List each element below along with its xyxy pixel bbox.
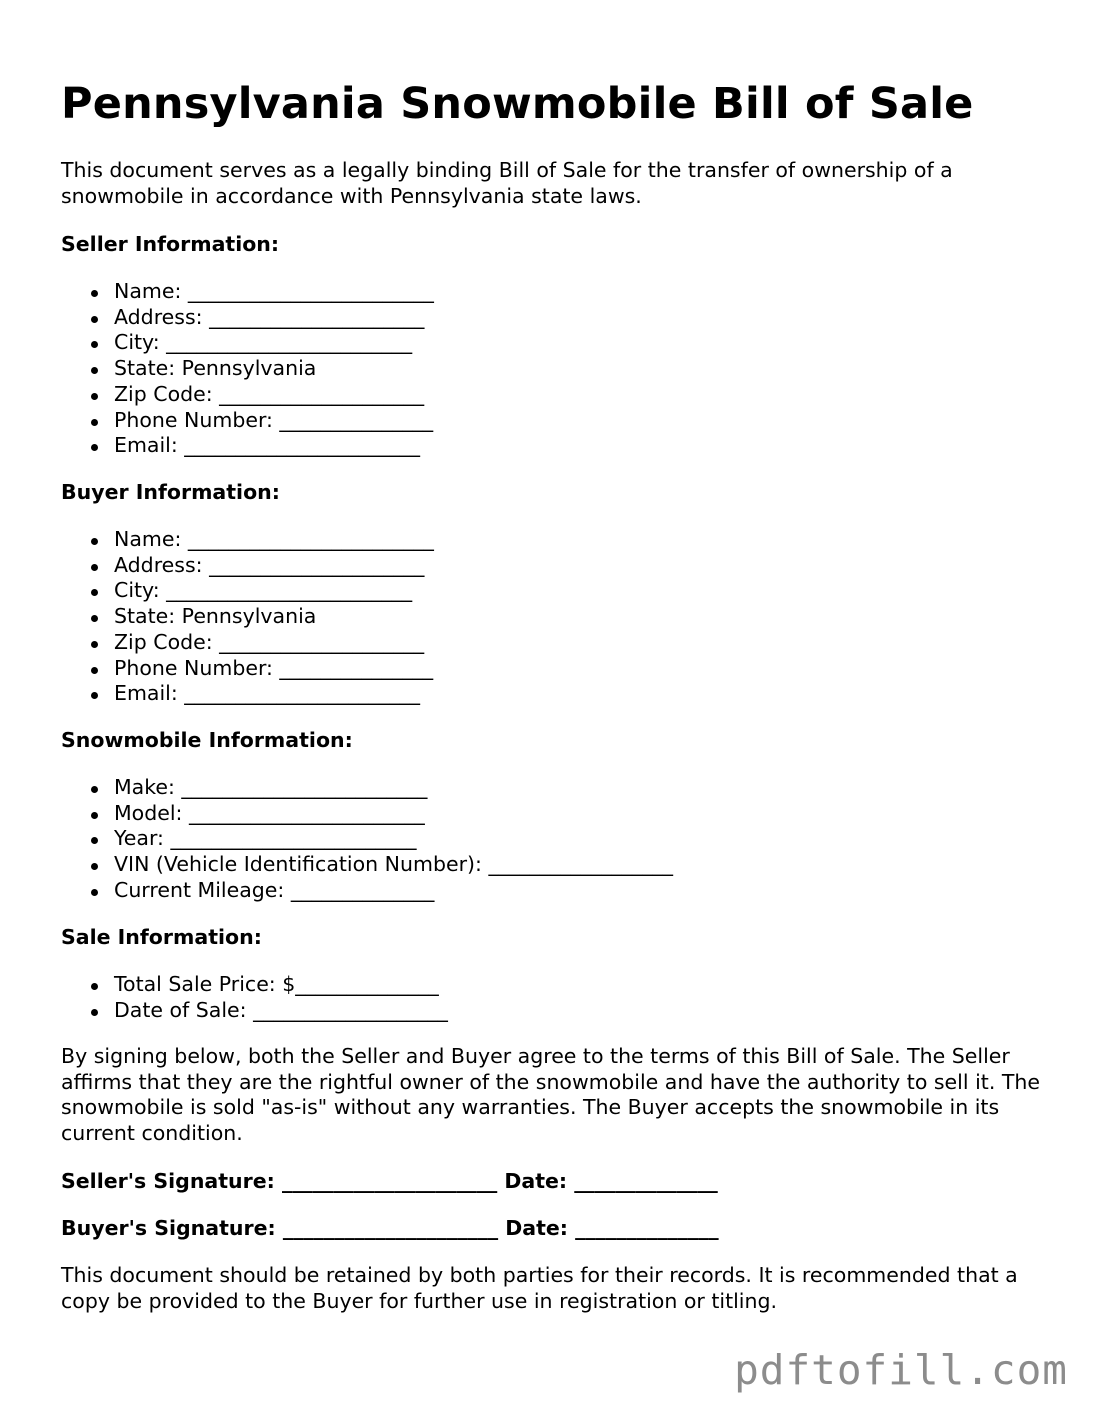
- buyer-signature-line[interactable]: Buyer's Signature: _____________________ Date: ______________: [61, 1216, 719, 1240]
- buyer-name-field[interactable]: Name: ________________________: [114, 527, 434, 551]
- buyer-zip-field[interactable]: Zip Code: ____________________: [114, 630, 434, 656]
- snowmobile-mileage-field[interactable]: Current Mileage: ______________: [114, 878, 673, 904]
- sale-date-field[interactable]: Date of Sale: ___________________: [114, 997, 448, 1022]
- closing-paragraph: This document should be retained by both parties for their records. It is recommended that a copy be provided to the Buyer for further use in registration or titling.: [61, 1263, 1018, 1313]
- seller-name-field[interactable]: Name: ________________________: [114, 279, 434, 303]
- seller-zip-field[interactable]: Zip Code: ____________________: [114, 382, 434, 408]
- snowmobile-year-field[interactable]: Year: ________________________: [114, 826, 673, 852]
- buyer-phone-field[interactable]: Phone Number: _______________: [114, 655, 434, 680]
- sale-price-field[interactable]: Total Sale Price: $______________: [114, 972, 448, 998]
- watermark-text: pdftofill.com: [734, 1346, 1068, 1394]
- document-title: Pennsylvania Snowmobile Bill of Sale: [61, 79, 974, 129]
- buyer-field-list: [61, 527, 434, 707]
- seller-phone-field[interactable]: Phone Number: _______________: [114, 407, 434, 432]
- snowmobile-vin-field[interactable]: VIN (Vehicle Identification Number): __________________: [114, 852, 673, 877]
- buyer-heading: Buyer Information:: [61, 480, 280, 504]
- seller-signature-line[interactable]: Seller's Signature: _____________________ Date: ______________: [61, 1169, 718, 1193]
- sale-heading: Sale Information:: [61, 925, 262, 949]
- snowmobile-model-field[interactable]: Model: _______________________: [114, 801, 673, 827]
- sale-field-list: [61, 972, 448, 1023]
- buyer-state-field: State: Pennsylvania: [114, 604, 434, 630]
- seller-heading: Seller Information:: [61, 232, 280, 256]
- seller-state-field: State: Pennsylvania: [114, 356, 434, 382]
- snowmobile-heading: Snowmobile Information:: [61, 728, 353, 752]
- agreement-paragraph: By signing below, both the Seller and Buyer agree to the terms of this Bill of Sale. The Seller affirms that they are the rightful owner of the snowmobile and have the authority to sell it. The snowmobile is sold "as-is" without any warranties. The Buyer accepts the snowmobile in its current condition.: [61, 1044, 1040, 1145]
- buyer-address-field[interactable]: Address: _____________________: [114, 553, 434, 579]
- snowmobile-field-list: [61, 775, 673, 904]
- buyer-city-field[interactable]: City: ________________________: [114, 578, 434, 604]
- buyer-email-field[interactable]: Email: _______________________: [114, 681, 434, 707]
- seller-city-field[interactable]: City: ________________________: [114, 330, 434, 356]
- snowmobile-make-field[interactable]: Make: ________________________: [114, 775, 673, 801]
- seller-email-field[interactable]: Email: _______________________: [114, 433, 434, 459]
- seller-address-field[interactable]: Address: _____________________: [114, 305, 434, 331]
- seller-field-list: [61, 279, 434, 459]
- intro-paragraph: This document serves as a legally binding Bill of Sale for the transfer of ownership of a snowmobile in accordance with Pennsylvania state laws.: [61, 158, 953, 208]
